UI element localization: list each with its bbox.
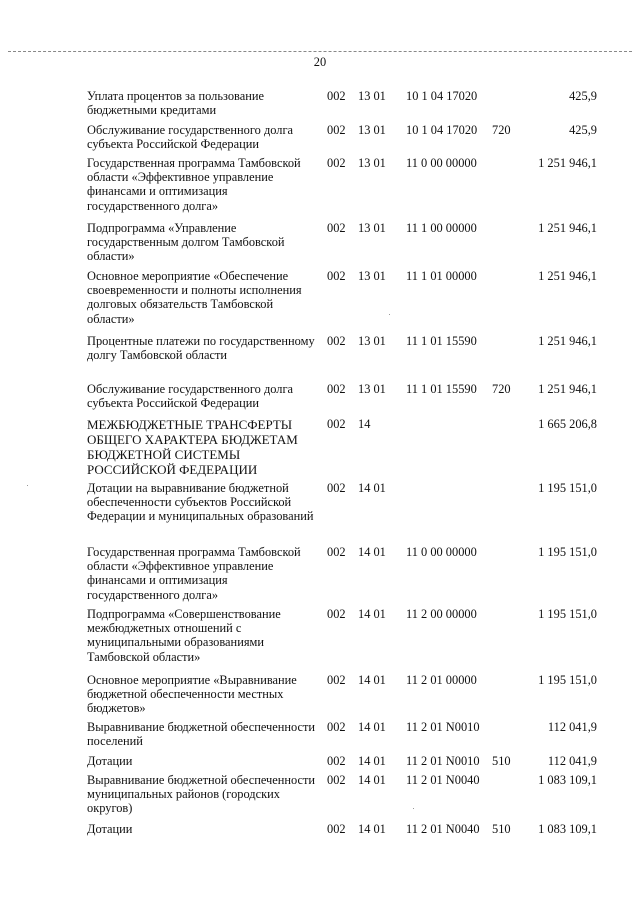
row-name: Государственная программа Тамбовской области «Эффективное управление финансами и оптимизация государственного долга» <box>87 545 301 602</box>
row-section: 14 01 <box>358 607 386 621</box>
row-target: 11 1 00 00000 <box>406 221 477 235</box>
row-section: 13 01 <box>358 123 386 137</box>
row-target: 10 1 04 17020 <box>406 89 478 103</box>
row-amount: 1 083 109,1 <box>538 773 597 787</box>
row-type: 720 <box>492 382 511 396</box>
row-name: Выравнивание бюджетной обеспеченности муниципальных районов (городских округов) <box>87 773 316 816</box>
row-code: 002 <box>327 269 346 283</box>
row-section: 14 01 <box>358 673 386 687</box>
row-amount: 112 041,9 <box>547 720 597 734</box>
row-amount: 1 083 109,1 <box>538 822 597 836</box>
row-section: 14 01 <box>358 773 386 787</box>
row-section: 14 01 <box>358 822 386 836</box>
row-name: Обслуживание государственного долга субъекта Российской Федерации <box>87 123 294 152</box>
row-section: 14 01 <box>358 720 386 734</box>
row-section: 14 <box>358 417 371 431</box>
row-code: 002 <box>327 822 346 836</box>
row-amount: 1 195 151,0 <box>538 481 597 495</box>
row-section: 14 01 <box>358 545 386 559</box>
row-name: Уплата процентов за пользование бюджетными кредитами <box>87 89 264 118</box>
table-row <box>87 545 597 602</box>
row-code: 002 <box>327 156 346 170</box>
table-row <box>87 417 597 477</box>
table-row <box>87 221 597 264</box>
row-code: 002 <box>327 221 346 235</box>
row-amount: 1 665 206,8 <box>538 417 597 431</box>
row-amount: 1 251 946,1 <box>538 382 597 396</box>
table-row <box>87 720 597 748</box>
row-code: 002 <box>327 382 346 396</box>
row-code: 002 <box>327 673 346 687</box>
row-code: 002 <box>327 607 346 621</box>
row-name: Обслуживание государственного долга субъекта Российской Федерации <box>87 382 294 411</box>
scan-speck <box>389 314 390 315</box>
row-section: 13 01 <box>358 269 386 283</box>
table-row <box>87 607 597 664</box>
row-target: 11 2 00 00000 <box>406 607 477 621</box>
row-section: 14 01 <box>358 481 386 495</box>
row-type: 510 <box>492 754 511 768</box>
row-target: 11 1 01 00000 <box>406 269 477 283</box>
row-section: 13 01 <box>358 89 386 103</box>
table-row <box>87 89 597 117</box>
row-name: Дотации на выравнивание бюджетной обеспеченности субъектов Российской Федерации и муниципальных образований <box>87 481 314 524</box>
row-name: Подпрограмма «Управление государственным долгом Тамбовской области» <box>87 221 285 264</box>
row-section: 14 01 <box>358 754 386 768</box>
table-row <box>87 481 597 524</box>
row-target: 11 0 00 00000 <box>406 545 477 559</box>
row-amount: 425,9 <box>569 123 597 137</box>
row-name: Дотации <box>87 822 133 836</box>
row-name: Процентные платежи по государственному долгу Тамбовской области <box>87 334 315 363</box>
table-row <box>87 269 597 326</box>
row-type: 720 <box>492 123 511 137</box>
row-code: 002 <box>327 417 346 431</box>
row-name: Основное мероприятие «Выравнивание бюджетной обеспеченности местных бюджетов» <box>87 673 297 716</box>
scan-speck <box>27 485 28 486</box>
table-row <box>87 773 597 816</box>
row-section: 13 01 <box>358 156 386 170</box>
row-amount: 1 251 946,1 <box>538 221 597 235</box>
row-target: 11 2 01 N0040 <box>406 773 480 787</box>
row-code: 002 <box>327 481 346 495</box>
row-amount: 425,9 <box>569 89 597 103</box>
table-row <box>87 673 597 716</box>
row-target: 10 1 04 17020 <box>406 123 478 137</box>
row-target: 11 1 01 15590 <box>406 382 477 396</box>
header-rule <box>8 51 632 52</box>
row-name: МЕЖБЮДЖЕТНЫЕ ТРАНСФЕРТЫ ОБЩЕГО ХАРАКТЕРА БЮДЖЕТАМ БЮДЖЕТНОЙ СИСТЕМЫ РОССИЙСКОЙ ФЕДЕРАЦИИ <box>87 417 298 477</box>
row-target: 11 0 00 00000 <box>406 156 477 170</box>
row-target: 11 2 01 N0010 <box>406 720 480 734</box>
row-name: Государственная программа Тамбовской области «Эффективное управление финансами и оптимизация государственного долга» <box>87 156 301 213</box>
row-amount: 1 195 151,0 <box>538 673 597 687</box>
row-name: Выравнивание бюджетной обеспеченности поселений <box>87 720 316 749</box>
row-section: 13 01 <box>358 382 386 396</box>
row-amount: 112 041,9 <box>547 754 597 768</box>
row-type: 510 <box>492 822 511 836</box>
scan-speck <box>413 808 414 809</box>
row-target: 11 2 01 N0040 <box>406 822 480 836</box>
page-number: 20 <box>313 55 327 69</box>
row-code: 002 <box>327 123 346 137</box>
row-code: 002 <box>327 754 346 768</box>
row-target: 11 1 01 15590 <box>406 334 477 348</box>
row-name: Основное мероприятие «Обеспечение своевременности и полноты исполнения долговых обязательств Тамбовской области» <box>87 269 302 326</box>
row-section: 13 01 <box>358 221 386 235</box>
row-name: Дотации <box>87 754 133 768</box>
table-row <box>87 754 597 768</box>
row-code: 002 <box>327 89 346 103</box>
table-row <box>87 123 597 151</box>
row-target: 11 2 01 00000 <box>406 673 477 687</box>
table-row <box>87 156 597 213</box>
row-code: 002 <box>327 545 346 559</box>
row-code: 002 <box>327 720 346 734</box>
table-row <box>87 382 597 410</box>
row-amount: 1 251 946,1 <box>538 269 597 283</box>
row-name: Подпрограмма «Совершенствование межбюджетных отношений с муниципальными образованиями Тамбовской области» <box>87 607 281 664</box>
row-amount: 1 195 151,0 <box>538 607 597 621</box>
row-amount: 1 195 151,0 <box>538 545 597 559</box>
table-row <box>87 822 597 836</box>
row-code: 002 <box>327 334 346 348</box>
table-row <box>87 334 597 362</box>
row-amount: 1 251 946,1 <box>538 334 597 348</box>
row-code: 002 <box>327 773 346 787</box>
row-section: 13 01 <box>358 334 386 348</box>
row-target: 11 2 01 N0010 <box>406 754 480 768</box>
row-amount: 1 251 946,1 <box>538 156 597 170</box>
